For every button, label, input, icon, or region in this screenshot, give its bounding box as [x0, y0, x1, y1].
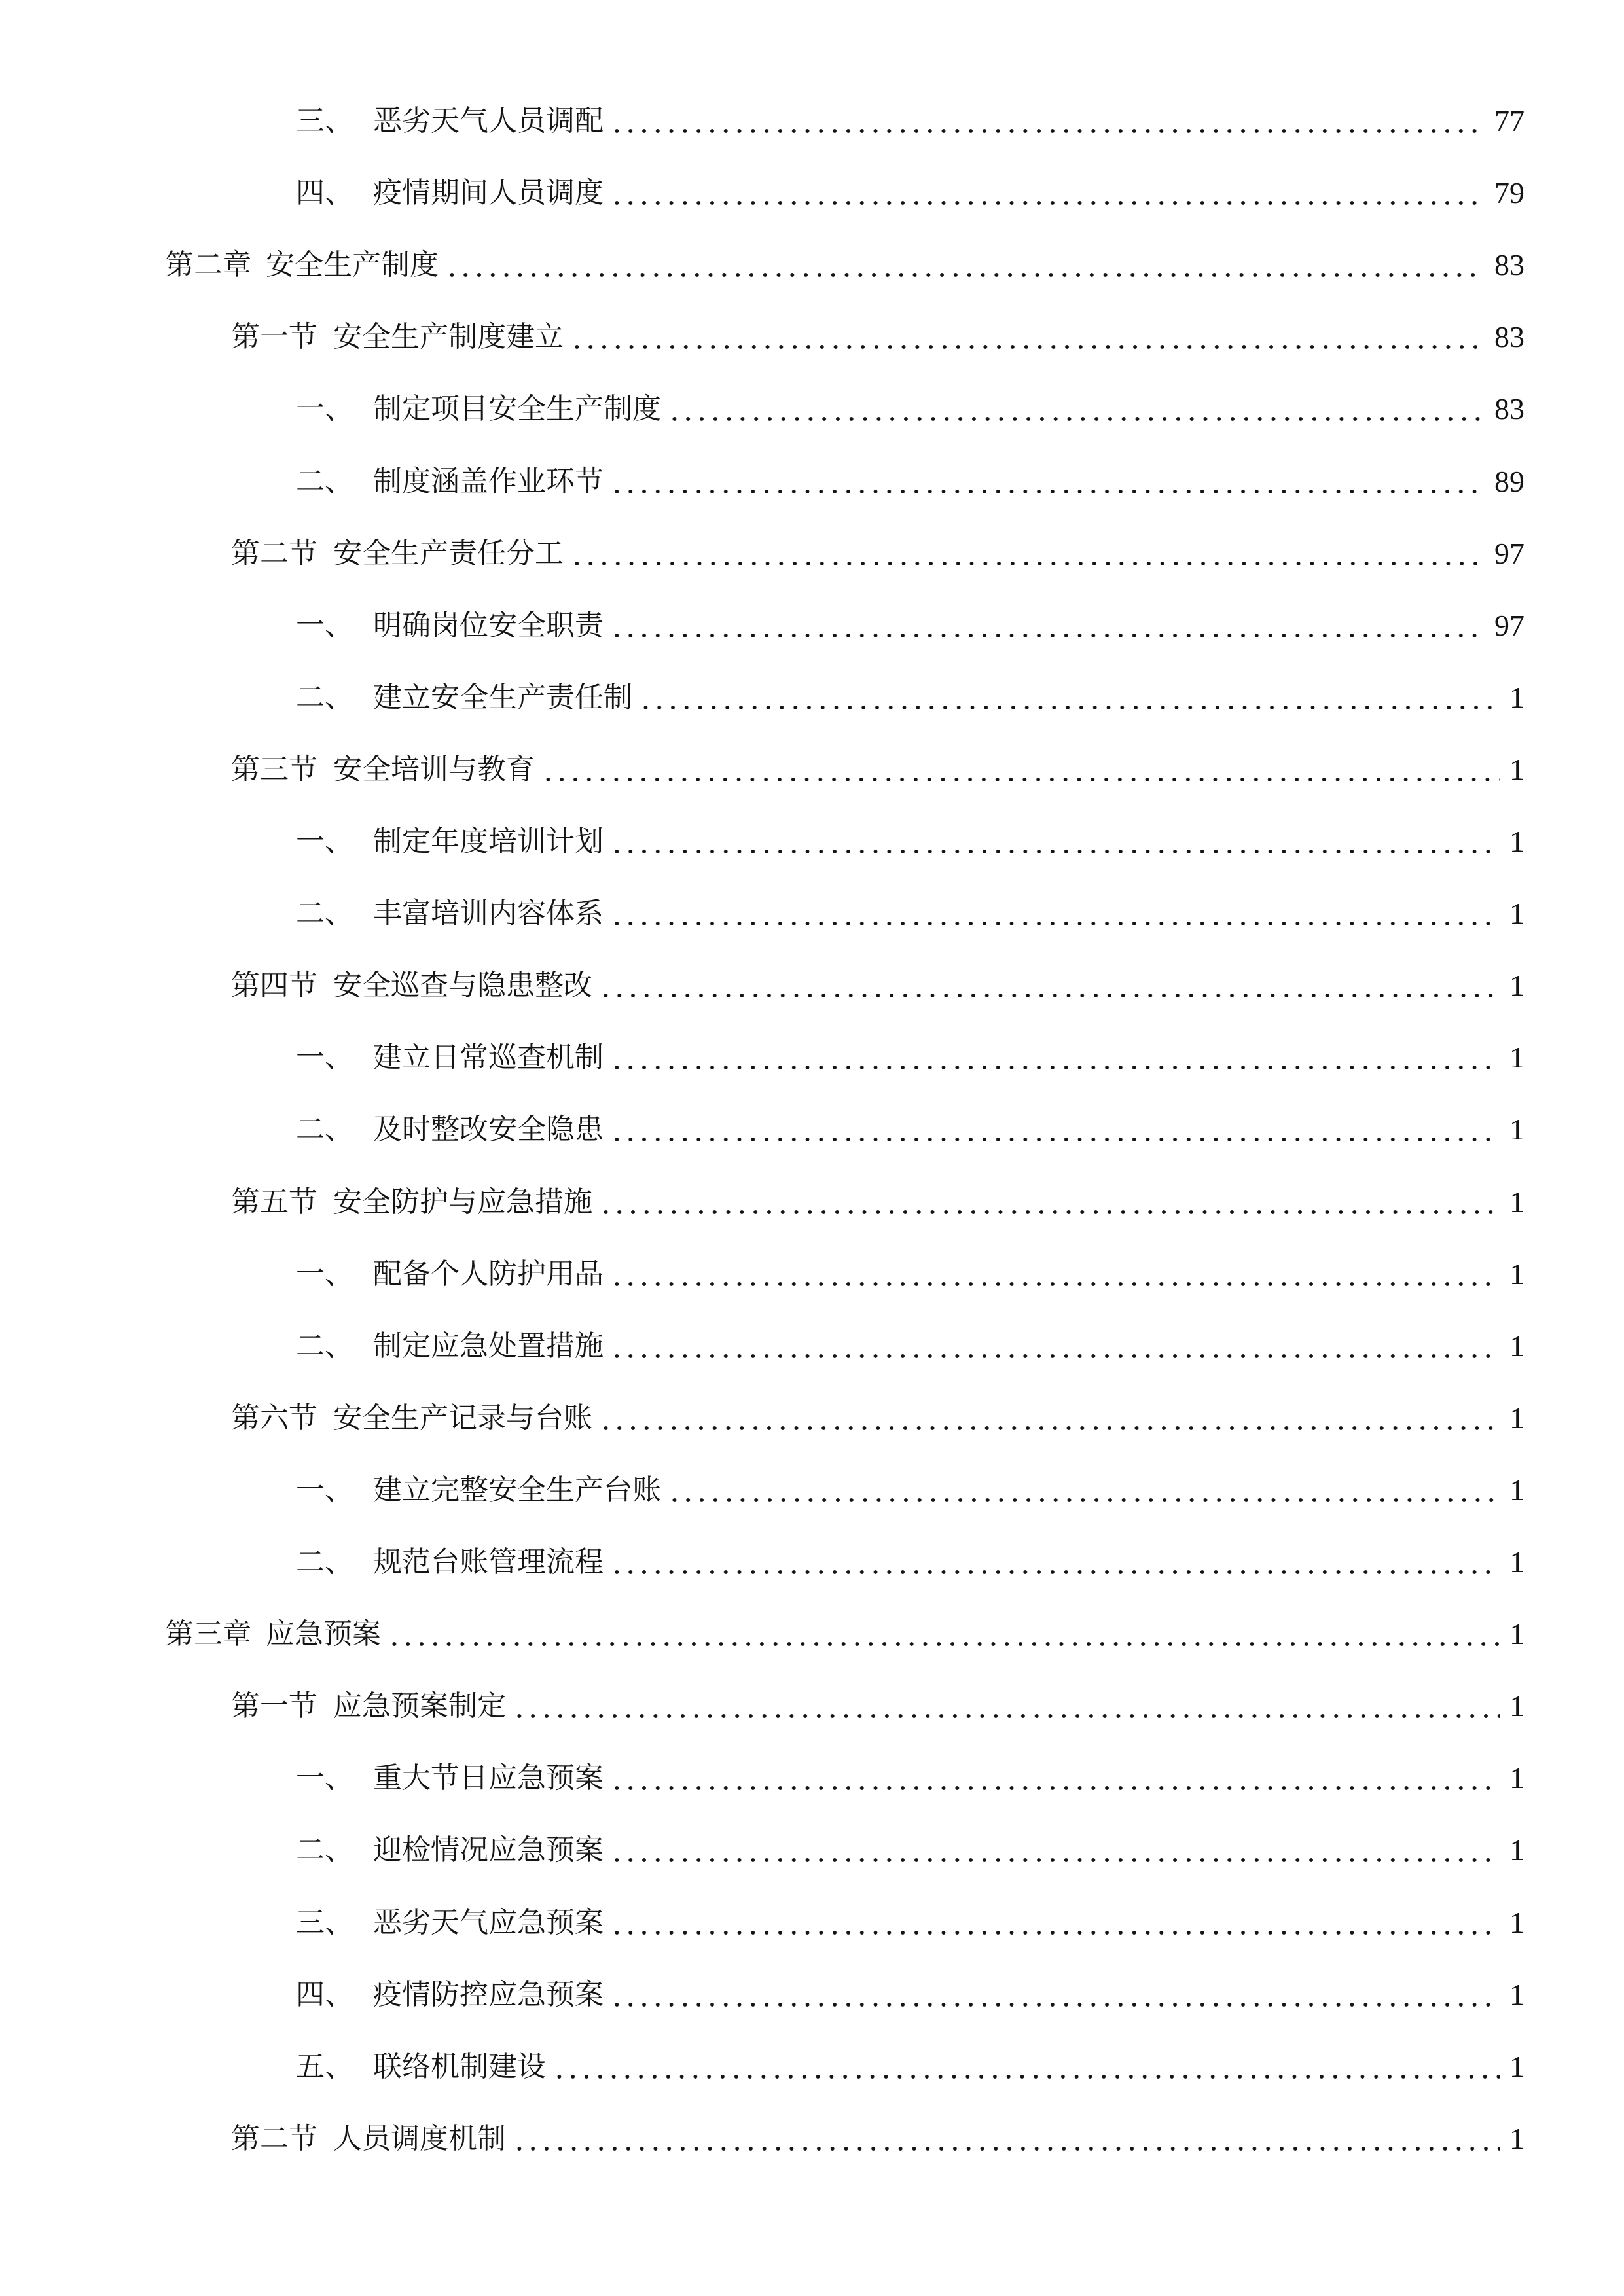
toc-entry-item[interactable]	[296, 600, 1525, 652]
toc-entry-title: 疫情期间人员调度	[373, 176, 604, 210]
toc-page-number: 79	[1494, 176, 1525, 210]
toc-page-number: 1	[1509, 1473, 1525, 1507]
toc-dot-leader	[388, 1608, 1500, 1660]
toc-entry-number: 第五节	[231, 1185, 317, 1219]
toc-entry-number: 一、	[296, 1257, 353, 1291]
toc-entry-number: 一、	[296, 1761, 353, 1795]
toc-page-number: 83	[1494, 392, 1525, 426]
toc-dot-leader	[610, 1969, 1500, 2021]
toc-entry-title: 安全培训与教育	[333, 752, 535, 786]
toc-entry-chapter[interactable]	[165, 239, 1525, 291]
toc-page-number: 1	[1509, 1617, 1525, 1651]
toc-entry-section[interactable]	[231, 2113, 1525, 2165]
toc-entry-number: 三、	[296, 104, 353, 137]
toc-entry-section[interactable]	[231, 528, 1525, 580]
toc-entry-item[interactable]	[296, 383, 1525, 435]
toc-entry-title: 安全防护与应急措施	[333, 1185, 592, 1219]
toc-entry-item[interactable]	[296, 672, 1525, 724]
toc-page-number: 89	[1494, 464, 1525, 498]
toc-entry-item[interactable]	[296, 888, 1525, 940]
toc-entry-number: 四、	[296, 176, 353, 210]
toc-entry-item[interactable]	[296, 1752, 1525, 1804]
toc-page-number: 1	[1509, 825, 1525, 858]
toc-page-number: 1	[1509, 1689, 1525, 1723]
toc-entry-number: 第三节	[231, 752, 317, 786]
toc-entry-title: 建立日常巡查机制	[373, 1041, 604, 1075]
toc-entry-section[interactable]	[231, 1392, 1525, 1444]
toc-page-number: 1	[1509, 1977, 1525, 2011]
toc-entry-number: 第二章	[165, 248, 251, 282]
toc-entry-number: 四、	[296, 1977, 353, 2011]
toc-entry-item[interactable]	[296, 95, 1525, 147]
toc-entry-item[interactable]	[296, 2041, 1525, 2093]
toc-entry-item[interactable]	[296, 1824, 1525, 1876]
toc-entry-item[interactable]	[296, 1248, 1525, 1300]
toc-entry-number: 一、	[296, 1473, 353, 1507]
toc-page-number: 1	[1509, 1041, 1525, 1075]
toc-page-number: 1	[1509, 1257, 1525, 1291]
toc-page-number: 97	[1494, 536, 1525, 570]
toc-entry-title: 制定年度培训计划	[373, 825, 604, 858]
toc-entry-number: 二、	[296, 1545, 353, 1579]
toc-entry-title: 应急预案制定	[333, 1689, 506, 1723]
toc-entry-title: 重大节日应急预案	[373, 1761, 604, 1795]
toc-entry-number: 五、	[296, 2049, 353, 2083]
toc-entry-title: 安全巡查与隐患整改	[333, 969, 592, 1003]
toc-dot-leader	[570, 311, 1485, 363]
toc-dot-leader	[668, 383, 1485, 435]
toc-entry-title: 安全生产制度建立	[333, 320, 564, 354]
toc-entry-title: 联络机制建设	[373, 2049, 546, 2083]
toc-entry-item[interactable]	[296, 1320, 1525, 1372]
toc-dot-leader	[639, 672, 1500, 724]
toc-entry-title: 恶劣天气人员调配	[373, 104, 604, 137]
toc-entry-number: 三、	[296, 1905, 353, 1939]
toc-entry-title: 安全生产记录与台账	[333, 1401, 592, 1435]
toc-entry-item[interactable]	[296, 456, 1525, 508]
toc-dot-leader	[513, 1680, 1500, 1732]
toc-entry-number: 二、	[296, 464, 353, 498]
toc-entry-title: 迎检情况应急预案	[373, 1833, 604, 1867]
toc-page-number: 1	[1509, 1761, 1525, 1795]
toc-entry-section[interactable]	[231, 744, 1525, 796]
toc-page-number: 77	[1494, 104, 1525, 137]
toc-page-number: 1	[1509, 680, 1525, 714]
toc-entry-item[interactable]	[296, 1969, 1525, 2021]
toc-entry-number: 第四节	[231, 969, 317, 1003]
toc-dot-leader	[445, 239, 1485, 291]
toc-entry-section[interactable]	[231, 1680, 1525, 1732]
toc-entry-chapter[interactable]	[165, 1608, 1525, 1660]
toc-dot-leader	[541, 744, 1500, 796]
toc-entry-title: 安全生产责任分工	[333, 536, 564, 570]
toc-entry-number: 第一节	[231, 320, 317, 354]
toc-dot-leader	[610, 1031, 1500, 1084]
toc-dot-leader	[610, 95, 1485, 147]
toc-dot-leader	[599, 1176, 1500, 1229]
toc-entry-item[interactable]	[296, 1536, 1525, 1588]
toc-dot-leader	[668, 1464, 1500, 1516]
toc-entry-number: 第二节	[231, 2121, 317, 2155]
toc-entry-title: 安全生产制度	[266, 248, 439, 282]
toc-page-number: 1	[1509, 2121, 1525, 2155]
toc-page-number: 1	[1509, 1545, 1525, 1579]
toc-entry-number: 第三章	[165, 1617, 251, 1651]
toc-dot-leader	[610, 1103, 1500, 1156]
toc-entry-number: 第一节	[231, 1689, 317, 1723]
toc-entry-number: 二、	[296, 1833, 353, 1867]
toc-entry-title: 制定项目安全生产制度	[373, 392, 661, 426]
toc-entry-number: 二、	[296, 680, 353, 714]
toc-dot-leader	[552, 2041, 1500, 2093]
toc-page-number: 1	[1509, 1185, 1525, 1219]
toc-dot-leader	[610, 1536, 1500, 1588]
toc-entry-title: 建立安全生产责任制	[373, 680, 632, 714]
toc-entry-number: 二、	[296, 1113, 353, 1147]
toc-dot-leader	[513, 2113, 1500, 2165]
toc-entry-title: 恶劣天气应急预案	[373, 1905, 604, 1939]
toc-entry-item[interactable]	[296, 816, 1525, 868]
toc-entry-title: 配备个人防护用品	[373, 1257, 604, 1291]
toc-dot-leader	[570, 528, 1485, 580]
toc-page-number: 1	[1509, 1329, 1525, 1363]
toc-dot-leader	[610, 816, 1500, 868]
toc-dot-leader	[610, 167, 1485, 219]
toc-entry-section[interactable]	[231, 311, 1525, 363]
toc-page-number: 1	[1509, 1401, 1525, 1435]
toc-entry-number: 二、	[296, 1329, 353, 1363]
toc-page-number: 1	[1509, 752, 1525, 786]
toc-dot-leader	[610, 456, 1485, 508]
toc-entry-item[interactable]	[296, 1464, 1525, 1516]
toc-entry-section[interactable]	[231, 960, 1525, 1012]
toc-page-number: 1	[1509, 1833, 1525, 1867]
toc-entry-section[interactable]	[231, 1176, 1525, 1229]
toc-page-number: 1	[1509, 897, 1525, 931]
toc-page-number: 1	[1509, 969, 1525, 1003]
toc-dot-leader	[599, 960, 1500, 1012]
toc-entry-title: 及时整改安全隐患	[373, 1113, 604, 1147]
toc-entry-item[interactable]	[296, 1031, 1525, 1084]
toc-entry-number: 一、	[296, 825, 353, 858]
toc-entry-title: 规范台账管理流程	[373, 1545, 604, 1579]
toc-dot-leader	[610, 600, 1485, 652]
toc-entry-number: 第六节	[231, 1401, 317, 1435]
toc-page-number: 83	[1494, 248, 1525, 282]
toc-page-number: 97	[1494, 608, 1525, 642]
toc-dot-leader	[610, 1897, 1500, 1949]
toc-entry-title: 人员调度机制	[333, 2121, 506, 2155]
toc-entry-number: 一、	[296, 1041, 353, 1075]
toc-dot-leader	[610, 1824, 1500, 1876]
toc-page-number: 1	[1509, 1905, 1525, 1939]
toc-page-number: 83	[1494, 320, 1525, 354]
toc-entry-item[interactable]	[296, 167, 1525, 219]
toc-entry-number: 一、	[296, 392, 353, 426]
toc-page-number: 1	[1509, 2049, 1525, 2083]
toc-entry-title: 制度涵盖作业环节	[373, 464, 604, 498]
toc-entry-title: 建立完整安全生产台账	[373, 1473, 661, 1507]
toc-entry-item[interactable]	[296, 1103, 1525, 1156]
toc-dot-leader	[610, 888, 1500, 940]
toc-entry-number: 二、	[296, 897, 353, 931]
toc-dot-leader	[610, 1320, 1500, 1372]
toc-entry-number: 第二节	[231, 536, 317, 570]
toc-entry-title: 应急预案	[266, 1617, 381, 1651]
toc-page-number: 1	[1509, 1113, 1525, 1147]
toc-entry-item[interactable]	[296, 1897, 1525, 1949]
toc-entry-title: 明确岗位安全职责	[373, 608, 604, 642]
toc-entry-title: 制定应急处置措施	[373, 1329, 604, 1363]
toc-dot-leader	[610, 1248, 1500, 1300]
toc-entry-number: 一、	[296, 608, 353, 642]
toc-entry-title: 疫情防控应急预案	[373, 1977, 604, 2011]
toc-entry-title: 丰富培训内容体系	[373, 897, 604, 931]
toc-dot-leader	[599, 1392, 1500, 1444]
toc-dot-leader	[610, 1752, 1500, 1804]
